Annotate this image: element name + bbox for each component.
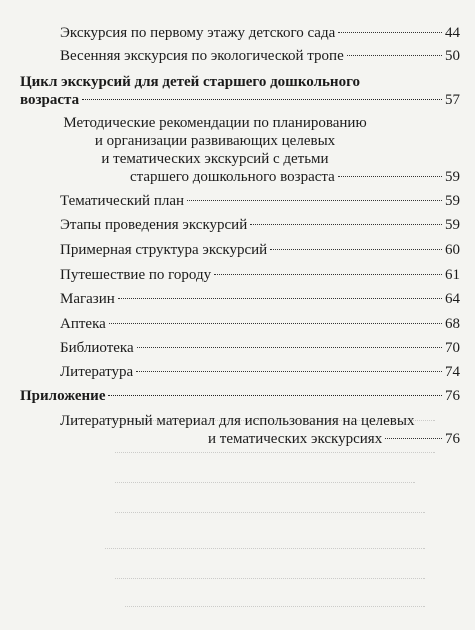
entry-title: Экскурсия по первому этажу детского сада	[60, 25, 336, 41]
entry-title: Тематический план	[60, 193, 185, 209]
toc-entry-excursion-first-floor[interactable]	[60, 24, 460, 42]
page-number: 64	[445, 291, 460, 307]
page-number: 68	[445, 316, 460, 332]
toc-entry-lit-material[interactable]	[60, 412, 460, 430]
page-number: 59	[445, 193, 460, 209]
entry-title: Литература	[60, 364, 134, 380]
entry-line: и тематических экскурсий с детьми	[101, 151, 329, 167]
entry-title: Библиотека	[60, 340, 134, 356]
dot-leader	[214, 274, 442, 275]
page-number: 57	[445, 92, 460, 108]
dot-leader	[136, 371, 442, 372]
page-number: 74	[445, 364, 460, 380]
dot-leader	[385, 438, 442, 439]
entry-title: Магазин	[60, 291, 115, 307]
entry-line: и организации развивающих целевых	[94, 133, 336, 149]
section-heading-line: Цикл экскурсий для детей старшего дошкольного	[20, 74, 361, 90]
entry-title: Весенняя экскурсия по экологической тропе	[60, 48, 344, 64]
entry-line: и тематических экскурсиях	[208, 431, 383, 447]
dot-leader	[187, 200, 442, 201]
entry-line: Литературный материал для использования на целевых	[60, 413, 415, 429]
page-number: 70	[445, 340, 460, 356]
entry-title: Аптека	[60, 316, 106, 332]
page-number: 59	[445, 169, 460, 185]
toc-entry-stages[interactable]	[60, 216, 460, 234]
section-heading-appendix[interactable]	[20, 387, 460, 405]
page-number: 44	[445, 25, 460, 41]
toc-entry-spring-excursion[interactable]	[60, 47, 460, 65]
dot-leader	[250, 224, 442, 225]
toc-entry-literature[interactable]	[60, 363, 460, 381]
toc-entry-method-recs-end[interactable]	[130, 168, 460, 186]
section-heading-line: возраста	[20, 92, 80, 108]
dot-leader	[82, 99, 442, 100]
toc-entry-method-recs[interactable]	[50, 114, 380, 168]
toc-entry-city-trip[interactable]	[60, 266, 460, 284]
section-title: Приложение	[20, 388, 106, 404]
dot-leader	[109, 323, 442, 324]
dot-leader	[118, 298, 442, 299]
dot-leader	[108, 395, 442, 396]
entry-title: Примерная структура экскурсий	[60, 242, 268, 258]
page-number: 59	[445, 217, 460, 233]
dot-leader	[338, 176, 442, 177]
dot-leader	[338, 32, 442, 33]
entry-title: Путешествие по городу	[60, 267, 212, 283]
toc-entry-structure[interactable]	[60, 241, 460, 259]
entry-line: Методические рекомендации по планированию	[63, 115, 367, 131]
page-number: 61	[445, 267, 460, 283]
toc-entry-lit-material-end[interactable]	[208, 430, 460, 448]
dot-leader	[270, 249, 442, 250]
page-number: 60	[445, 242, 460, 258]
dot-leader	[137, 347, 442, 348]
toc-entry-thematic-plan[interactable]	[60, 192, 460, 210]
page-number: 76	[445, 431, 460, 447]
dot-leader	[347, 55, 442, 56]
toc-entry-pharmacy[interactable]	[60, 315, 460, 333]
toc-entry-shop[interactable]	[60, 290, 460, 308]
entry-line: старшего дошкольного возраста	[130, 169, 335, 185]
page-number: 76	[445, 388, 460, 404]
toc-entry-library[interactable]	[60, 339, 460, 357]
page-number: 50	[445, 48, 460, 64]
section-heading-cycle-senior[interactable]	[20, 73, 360, 91]
entry-title: Этапы проведения экскурсий	[60, 217, 248, 233]
section-heading-cycle-senior-end[interactable]	[20, 91, 460, 109]
